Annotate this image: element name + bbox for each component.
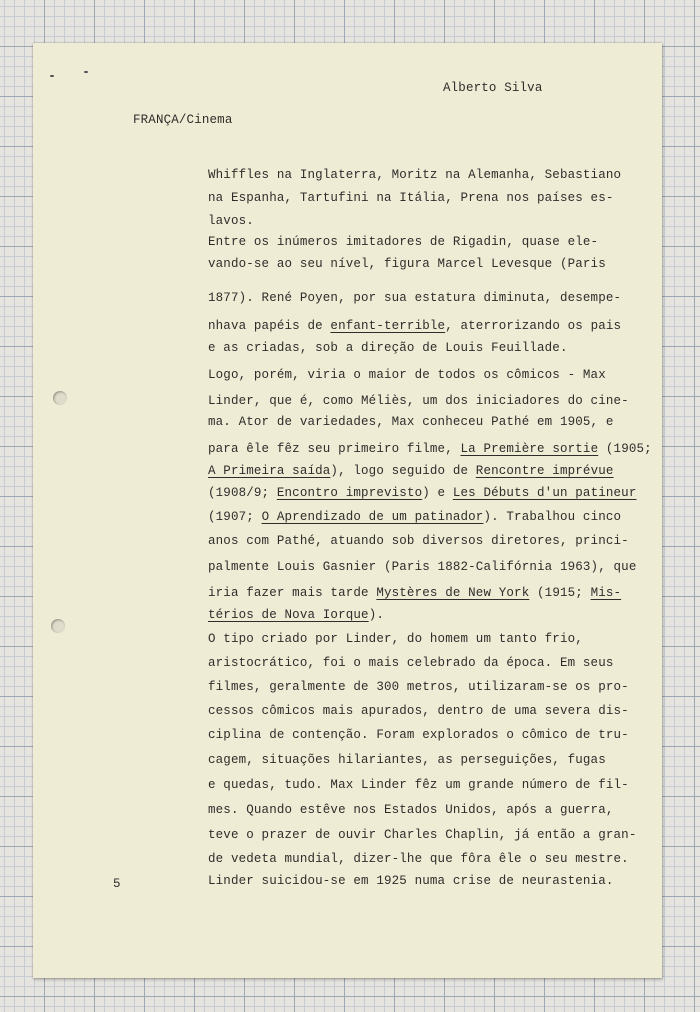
text-line	[208, 753, 606, 767]
text-line	[208, 656, 614, 670]
text-segment: cessos cômicos mais apurados, dentro de uma severa dis-	[208, 704, 629, 718]
text-line	[208, 632, 583, 646]
text-line	[208, 680, 629, 694]
text-segment: , aterrorizando os pais	[445, 319, 622, 333]
text-segment: nhava papéis de	[208, 319, 331, 333]
text-segment: ). Trabalhou cinco	[483, 510, 622, 524]
text-line	[208, 415, 614, 429]
text-segment: teve o prazer de ouvir Charles Chaplin, já então a gran-	[208, 828, 637, 842]
underlined-title: Mis-	[590, 586, 622, 600]
text-line	[208, 534, 629, 548]
ink-speck	[84, 71, 88, 73]
typewritten-page	[33, 43, 662, 978]
section-heading: FRANÇA/Cinema	[133, 113, 233, 127]
text-line	[208, 586, 621, 600]
text-segment: aristocrático, foi o mais celebrado da época. Em seus	[208, 656, 614, 670]
text-segment: e quedas, tudo. Max Linder fêz um grande número de fil-	[208, 778, 629, 792]
text-segment: 1877). René Poyen, por sua estatura diminuta, desempe-	[208, 291, 622, 305]
text-line	[208, 486, 637, 500]
text-segment: Linder, que é, como Méliès, um dos iniciadores do cine-	[208, 394, 629, 408]
text-line	[208, 728, 629, 742]
text-segment: e as criadas, sob a direção de Louis Feuillade.	[208, 341, 568, 355]
text-line	[208, 828, 636, 842]
author-name: Alberto Silva	[443, 81, 543, 95]
text-line	[208, 368, 606, 382]
text-segment: (1907;	[208, 510, 262, 524]
text-segment: (1905;	[598, 442, 652, 456]
underlined-title: Rencontre imprévue	[475, 464, 614, 478]
text-line	[208, 803, 614, 817]
text-line	[208, 560, 636, 574]
text-segment: ciplina de contenção. Foram explorados o cômico de tru-	[208, 728, 629, 742]
text-segment: (1908/9;	[208, 486, 277, 500]
underlined-title: O Aprendizado de um patinador	[261, 510, 484, 524]
underlined-title: La Première sortie	[460, 442, 599, 456]
text-segment: O tipo criado por Linder, do homem um tanto frio,	[208, 632, 583, 646]
page-number: 5	[113, 877, 121, 891]
text-segment: filmes, geralmente de 300 metros, utilizaram-se os pro-	[208, 680, 629, 694]
text-line	[208, 235, 598, 249]
punch-hole	[51, 619, 65, 633]
text-line	[208, 257, 606, 271]
text-segment: iria fazer mais tarde	[208, 586, 377, 600]
underlined-title: A Primeira saída	[208, 464, 331, 478]
text-line	[208, 214, 254, 228]
text-line	[208, 291, 621, 305]
text-segment: Entre os inúmeros imitadores de Rigadin, quase ele-	[208, 235, 599, 249]
text-line	[208, 608, 384, 622]
text-segment: Linder suicidou-se em 1925 numa crise de neurastenia.	[208, 874, 614, 888]
text-line	[208, 852, 629, 866]
text-line	[208, 191, 614, 205]
text-line	[208, 874, 614, 888]
text-segment: ) e	[422, 486, 453, 500]
text-line	[208, 319, 621, 333]
text-line	[208, 394, 629, 408]
underlined-title: enfant-terrible	[330, 319, 446, 333]
punch-hole	[53, 391, 67, 405]
text-segment: Logo, porém, viria o maior de todos os cômicos - Max	[208, 368, 606, 382]
text-line	[208, 464, 614, 478]
ink-speck	[50, 75, 54, 77]
underlined-title: térios de Nova Iorque	[208, 608, 369, 622]
text-segment: para êle fêz seu primeiro filme,	[208, 442, 461, 456]
text-segment: vando-se ao seu nível, figura Marcel Levesque (Paris	[208, 257, 606, 271]
text-line	[208, 778, 629, 792]
text-segment: (1915;	[529, 586, 591, 600]
text-line	[208, 704, 629, 718]
text-segment: Whiffles na Inglaterra, Moritz na Alemanha, Sebastiano	[208, 168, 622, 182]
text-segment: lavos.	[208, 214, 254, 228]
text-segment: de vedeta mundial, dizer-lhe que fôra êle o seu mestre.	[208, 852, 629, 866]
text-line	[208, 341, 568, 355]
text-segment: ).	[368, 608, 384, 622]
text-segment: cagem, situações hilariantes, as perseguições, fugas	[208, 753, 606, 767]
underlined-title: Mystères de New York	[376, 586, 530, 600]
text-line	[208, 168, 621, 182]
text-segment: ), logo seguido de	[330, 464, 476, 478]
text-segment: palmente Louis Gasnier (Paris 1882-Califórnia 1963), que	[208, 560, 637, 574]
text-segment: ma. Ator de variedades, Max conheceu Pathé em 1905, e	[208, 415, 614, 429]
underlined-title: Encontro imprevisto	[276, 486, 423, 500]
underlined-title: Les Débuts d'un patineur	[452, 486, 637, 500]
text-segment: na Espanha, Tartufini na Itália, Prena nos países es-	[208, 191, 614, 205]
text-segment: mes. Quando estêve nos Estados Unidos, após a guerra,	[208, 803, 614, 817]
text-segment: anos com Pathé, atuando sob diversos diretores, princi-	[208, 534, 629, 548]
text-line	[208, 442, 652, 456]
text-line	[208, 510, 621, 524]
